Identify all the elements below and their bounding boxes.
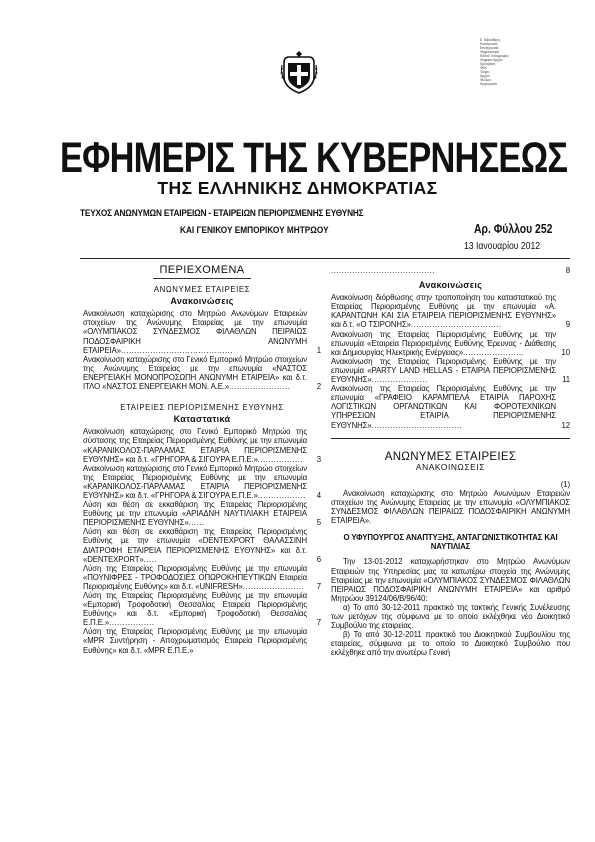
authority-heading: Ο ΥΦΥΠΟΥΡΓΟΣ ΑΝΑΠΤΥΞΗΣ, ΑΝΤΑΓΩΝΙΣΤΙΚΟΤΗΤΑΣ ΚΑΙ ΝΑΥΤΙΛΙΑΣ	[343, 533, 558, 552]
toc-entry[interactable]: ....................................... 8	[331, 266, 570, 275]
body-column	[331, 266, 570, 657]
toc-entry[interactable]: Λύση της Εταιρείας Περιορισμένης Ευθύνης με την επωνυμία «Εμπορική Τροφοδοτική Θεσσαλίας Εταιρεία Περιορισμένης Ευθύνης» και δ.τ. «Εμπορική Τροφοδοτική Θεσσαλίας Ε.Π.Ε.»................. 7	[83, 591, 321, 628]
toc-entry-page: 12	[561, 420, 570, 430]
series-line-1: ΤΕΥΧΟΣ ΑΝΩΝΥΜΩΝ ΕΤΑΙΡΕΙΩΝ - ΕΤΑΙΡΕΙΩΝ ΠΕΡΙΟΡΙΣΜΕΝΗΣ ΕΥΘΥΝΗΣ	[80, 208, 364, 219]
toc-entry[interactable]: Λύση και θέση σε εκκαθάριση της Εταιρείας Περιορισμένης Ευθύνης με την επωνυμία «ΑΡΙΑΔΝΗ ΝΑΥΤΙΛΙΑΚΗ ΕΤΑΙΡΕΙΑ ΠΕΡΙΟΡΙΣΜΕΝΗΣ ΕΥΘΥΝΗΣ»...... 5	[83, 500, 321, 528]
stamp-line: Πρόσβαση	[480, 62, 496, 66]
toc-entry[interactable]: Λύση της Εταιρείας Περιορισμένης Ευθύνης με την επωνυμία «ΠΟΥΝΙΦΡΕΣ - ΤΡΟΦΟΔΟΣΙΕΣ ΟΠΩΡΟΚΗΠΕΥΤΙΚΩΝ Εταιρεία Περιορισμένης Ευθύνης» και δ.τ. «UNIFRESH»....................... 7	[83, 563, 321, 591]
toc-entry-page: 5	[316, 518, 321, 528]
stamp-line: Ε. Βιβλιοθήκη	[480, 38, 500, 42]
toc-entry-text: Ανακοίνωση της Εταιρείας Περιορισμένης Ευθύνης με την επωνυμία «PARTY LAND HELLAS - ΕΤΑΙΡΙΑ ΠΕΡΙΟΡΙΣΜΕΝΗΣ ΕΥΘΥΝΗΣ»	[331, 356, 556, 385]
toc-entry[interactable]	[83, 627, 321, 654]
stamp-line: Εθνικό Τυπογραφείο	[480, 54, 509, 58]
stamp-line: Φύλλου	[480, 78, 491, 82]
toc-entry-page: 11	[562, 375, 570, 385]
toc-entry-page: 6	[316, 554, 321, 564]
stamp-line: Ψηφιοποίηση	[480, 50, 500, 54]
section-divider	[331, 438, 570, 439]
toc-entry-text: Ανακοίνωση καταχώρισης στο Γενικό Εμπορικό Μητρώο της σύστασης της Εταιρείας Περιορισμένης Ευθύνης με την επωνυμία «ΚΑΡΑΝΙΚΟΛΟΣ-ΠΑΡΛΑΜΑΣ ΕΤΑΙΡΙΑ ΠΕΡΙΟΡΙΣΜΕΝΗΣ ΕΥΘΥΝΗΣ» και δ.τ. «ΓΡΗΓΟΡΑ & ΣΙΓΟΥΡΑ Ε.Π.Ε.»	[83, 427, 307, 464]
notice-number: (1)	[560, 479, 570, 489]
toc-entry[interactable]: Ανακοίνωση της Εταιρείας Περιορισμένης Ευθύνης με την επωνυμία «ΓΡΑΦΕΙΟ ΚΑΡΑΜΠΕΛΑ ΕΤΑΙΡΙΑ ΠΑΡΟΧΗΣ ΛΟΓΙΣΤΙΚΩΝ ΟΡΓΑΝΩΤΙΚΩΝ ΚΑΙ ΦΟΡΟΤΕΧΝΙΚΩΝ ΥΠΗΡΕΣΙΩΝ ΕΤΑΙΡΙΑ ΠΕΡΙΟΡΙΣΜΕΝΗΣ ΕΥΘΥΝΗΣ».................................. 12	[331, 384, 570, 430]
notice-heading: Ανακοίνωση καταχώρισης στο Μητρώο Ανωνύμων Εταιρειών στοιχείων της Ανώνυμης Εταιρείας με την επωνυμία «ΟΛΥΜΠΙΑΚΟΣ ΣΥΝΔΕΣΜΟΣ ΦΙΛΑΘΛΩΝ ΠΕΙΡΑΙΩΣ ΠΟΔΟΣΦΑΙΡΙΚΗ ΑΝΩΝΥΜΗ ΕΤΑΙΡΕΙΑ».	[331, 488, 570, 526]
contents-heading-rule	[153, 278, 251, 279]
toc-entry-page: 7	[316, 581, 321, 591]
toc-entry-page: 3	[316, 454, 321, 464]
toc-entry-page: 10	[561, 347, 570, 357]
toc-entry[interactable]: Ανακοίνωση διόρθωσης στην τροποποίηση του καταστατικού της Εταιρείας Περιορισμένης Ευθύνης με την επωνυμία «Α. ΚΑΡΑΝΤΩΝΗ ΚΑΙ ΣΙΑ ΕΤΑΙΡΕΙΑ ΠΕΡΙΟΡΙΣΜΕΝΗΣ ΕΥΘΥΝΗΣ» και δ.τ. «Ο ΤΣΙΡΟΝΗΣ».................................. 9	[331, 293, 570, 330]
stamp-line: Αρχείο	[480, 74, 490, 78]
series-line-2: ΚΑΙ ΓΕΝΙΚΟΥ ΕΜΠΟΡΙΚΟΥ ΜΗΤΡΩΟΥ	[180, 225, 329, 236]
body-paragraph: α) Το από 30-12-2011 πρακτικό της τακτικής Γενικής Συνέλευσης των μετόχων της σύμφωνα με το οποίο εκλέχθηκε νέο Διοικητικό Συμβούλιο της εταιρείας.	[331, 602, 570, 631]
toc-entry-text: Ανακοίνωση της Εταιρείας Περιορισμένης Ευθύνης με την επωνυμία «Εταιρεία Περιορισμένης Ευθύνης Έρευνας - Διάθεσης και Δημιουργίας Ηλεκτρικής Ενέργειας»	[331, 329, 556, 357]
issue-date: 13 Ιανουαρίου 2012	[464, 241, 541, 252]
toc-entry[interactable]: Ανακοίνωση καταχώρισης στο Γενικό Εμπορικό Μητρώο στοιχείων της Ανώνυμης Εταιρείας με την επωνυμία «ΝΑΣΤΟΣ ΕΝΕΡΓΕΙΑΚΗ ΜΟΝΟΠΡΟΣΩΠΗ ΑΝΩΝΥΜΗ ΕΤΑΙΡΕΙΑ» και δ.τ. ΙΤΛΟ «ΝΑΣΤΟΣ ΕΝΕΡΓΕΙΑΚΗ ΜΟΝ. Α.Ε.»....................... 2	[83, 354, 321, 392]
toc-entry-page: 8	[565, 266, 570, 275]
toc-entry-text: Λύση της Εταιρείας Περιορισμένης Ευθύνης με την επωνυμία «Εμπορική Τροφοδοτική Θεσσαλίας Εταιρεία Περιορισμένης Ευθύνης» και δ.τ. «Εμπορική Τροφοδοτική Θεσσαλίας Ε.Π.Ε.»	[83, 591, 307, 628]
contents-heading: ΠΕΡΙΕΧΟΜΕΝΑ	[159, 264, 245, 276]
toc-entry-page: 4	[316, 490, 321, 500]
stamp-line: Ημερομηνία	[480, 82, 497, 86]
toc-entry[interactable]: Ανακοίνωση της Εταιρείας Περιορισμένης Ευθύνης με την επωνυμία «Εταιρεία Περιορισμένης Ευθύνης Έρευνας - Διάθεσης και Δημιουργίας Ηλεκτρικής Ενέργειας»....................... 10	[331, 329, 570, 357]
toc-entry-text: Ανακοίνωση της Εταιρείας Περιορισμένης Ευθύνης με την επωνυμία «ΓΡΑΦΕΙΟ ΚΑΡΑΜΠΕΛΑ ΕΤΑΙΡΙΑ ΠΑΡΟΧΗΣ ΛΟΓΙΣΤΙΚΩΝ ΟΡΓΑΝΩΤΙΚΩΝ ΚΑΙ ΦΟΡΟΤΕΧΝΙΚΩΝ ΥΠΗΡΕΣΙΩΝ ΕΤΑΙΡΙΑ ΠΕΡΙΟΡΙΣΜΕΝΗΣ ΕΥΘΥΝΗΣ»	[331, 384, 556, 430]
toc-entry[interactable]: Ανακοίνωση καταχώρισης στο Γενικό Εμπορικό Μητρώο στοιχείων της Εταιρείας Περιορισμένης Ευθύνης με την επωνυμία «ΚΑΡΑΝΙΚΟΛΟΣ-ΠΑΡΛΑΜΑΣ ΕΤΑΙΡΙΑ ΠΕΡΙΟΡΙΣΜΕΝΗΣ ΕΥΘΥΝΗΣ» και δ.τ. «ΓΡΗΓΟΡΑ & ΣΙΓΟΥΡΑ Ε.Π.Ε.».................. 4	[83, 463, 321, 500]
toc-entry[interactable]: Ανακοίνωση καταχώρισης στο Γενικό Εμπορικό Μητρώο της σύστασης της Εταιρείας Περιορισμένης Ευθύνης με την επωνυμία «ΚΑΡΑΝΙΚΟΛΟΣ-ΠΑΡΛΑΜΑΣ ΕΤΑΙΡΙΑ ΠΕΡΙΟΡΙΣΜΕΝΗΣ ΕΥΘΥΝΗΣ» και δ.τ. «ΓΡΗΓΟΡΑ & ΣΙΓΟΥΡΑ Ε.Π.Ε.»................. 3	[83, 427, 321, 464]
toc-entry[interactable]: Λύση και θέση σε εκκαθάριση της Εταιρείας Περιορισμένης Ευθύνης με την επωνυμία «DENTEXPORT ΘΑΛΑΣΣΙΝΗ ΔΙΑΤΡΟΦΗ ΕΤΑΙΡΕΙΑ ΠΕΡΙΟΡΙΣΜΕΝΗΣ ΕΥΘΥΝΗΣ» και δ.τ. «DENTEXPORT»..... 6	[83, 527, 321, 564]
coat-of-arms-emblem	[280, 49, 318, 95]
toc-entry[interactable]: Ανακοίνωση καταχώρισης στο Μητρώο Ανωνύμων Εταιρειών στοιχείων της Ανώνυμης Εταιρείας με την επωνυμία «ΟΛΥΜΠΙΑΚΟΣ ΣΥΝΔΕΣΜΟΣ ΦΙΛΑΘΛΩΝ ΠΕΙΡΑΙΩΣ ΠΟΔΟΣΦΑΙΡΙΚΗ ΑΝΩΝΥΜΗ ΕΤΑΙΡΕΙΑ».......................................... 1	[83, 309, 321, 355]
stamp-line: Επεξεργασία	[480, 46, 499, 50]
toc-entry-text: Λύση και θέση σε εκκαθάριση της Εταιρείας Περιορισμένης Ευθύνης με την επωνυμία «DENTEXPORT ΘΑΛΑΣΣΙΝΗ ΔΙΑΤΡΟΦΗ ΕΤΑΙΡΕΙΑ ΠΕΡΙΟΡΙΣΜΕΝΗΣ ΕΥΘΥΝΗΣ» και δ.τ. «DENTEXPORT»	[83, 527, 307, 564]
toc-entry-text: Λύση και θέση σε εκκαθάριση της Εταιρείας Περιορισμένης Ευθύνης με την επωνυμία «ΑΡΙΑΔΝΗ ΝΑΥΤΙΛΙΑΚΗ ΕΤΑΙΡΕΙΑ ΠΕΡΙΟΡΙΣΜΕΝΗΣ ΕΥΘΥΝΗΣ»	[83, 500, 307, 528]
toc-entry-text: Ανακοίνωση καταχώρισης στο Γενικό Εμπορικό Μητρώο στοιχείων της Ανώνυμης Εταιρείας με την επωνυμία «ΝΑΣΤΟΣ ΕΝΕΡΓΕΙΑΚΗ ΜΟΝΟΠΡΟΣΩΠΗ ΑΝΩΝΥΜΗ ΕΤΑΙΡΕΙΑ» και δ.τ. ΙΤΛΟ «ΝΑΣΤΟΣ ΕΝΕΡΓΕΙΑΚΗ ΜΟΝ. Α.Ε.»	[83, 354, 307, 392]
toc-entry-page: 1	[316, 345, 321, 355]
toc-entry-text: Ανακοίνωση καταχώρισης στο Μητρώο Ανωνύμων Εταιρειών στοιχείων της Ανώνυμης Εταιρείας με την επωνυμία «ΟΛΥΜΠΙΑΚΟΣ ΣΥΝΔΕΣΜΟΣ ΦΙΛΑΘΛΩΝ ΠΕΙΡΑΙΩΣ ΠΟΔΟΣΦΑΙΡΙΚΗ ΑΝΩΝΥΜΗ ΕΤΑΙΡΕΙΑ»	[83, 309, 307, 355]
toc-entry-page: 2	[316, 382, 321, 392]
toc-entry[interactable]: Ανακοίνωση της Εταιρείας Περιορισμένης Ευθύνης με την επωνυμία «PARTY LAND HELLAS - ΕΤΑΙΡΙΑ ΠΕΡΙΟΡΙΣΜΕΝΗΣ ΕΥΘΥΝΗΣ»..................... 11	[331, 356, 570, 385]
body-paragraph: Την 13-01-2012 καταχωρήστηκαν στο Μητρώο Ανωνύμων Εταιρειών της Υπηρεσίας μας τα κατωτέρω στοιχεία της Ανώνυμης Εταιρείας με την επωνυμία «ΟΛΥΜΠΙΑΚΟΣ ΣΥΝΔΕΣΜΟΣ ΦΙΛΑΘΛΩΝ ΠΕΙΡΑΙΩΣ ΠΟΔΟΣΦΑΙΡΙΚΗ ΑΝΩΝΥΜΗ ΕΤΑΙΡΕΙΑ» και αριθμό Μητρώου 39124/06/Β/96/40:	[331, 557, 570, 603]
toc-entry-page: 7	[316, 618, 321, 628]
section-subtitle: ΑΝΑΚΟΙΝΩΣΕΙΣ	[415, 461, 486, 472]
toc-entry-text: Ανακοίνωση καταχώρισης στο Γενικό Εμπορικό Μητρώο στοιχείων της Εταιρείας Περιορισμένης Ευθύνης με την επωνυμία «ΚΑΡΑΝΙΚΟΛΟΣ-ΠΑΡΛΑΜΑΣ ΕΤΑΙΡΙΑ ΠΕΡΙΟΡΙΣΜΕΝΗΣ ΕΥΘΥΝΗΣ» και δ.τ. «ΓΡΗΓΟΡΑ & ΣΙΓΟΥΡΑ Ε.Π.Ε.»	[83, 463, 307, 500]
toc-subsection-announcements-ltd: Ανακοινώσεις	[418, 280, 483, 291]
contents-column	[83, 266, 321, 655]
stamp-line: Ηλεκτρονική	[480, 42, 498, 46]
toc-entry-page: 9	[565, 320, 570, 330]
toc-subsection-announcements: Ανακοινώσεις	[170, 296, 234, 307]
body-paragraph: β) Το από 30-12-2011 πρακτικό του Διοικητικού Συμβουλίου της εταιρείας, σύμφωνα με το οποίο το Διοικητικό Συμβούλιο που εκλέχθηκε από την ανωτέρω Γενική	[331, 630, 570, 658]
header-divider	[80, 258, 570, 259]
toc-section-ltd: ΕΤΑΙΡΕΙΕΣ ΠΕΡΙΟΡΙΣΜΕΝΗΣ ΕΥΘΥΝΗΣ	[120, 403, 284, 413]
toc-entry-text: Ανακοίνωση διόρθωσης στην τροποποίηση του καταστατικού της Εταιρείας Περιορισμένης Ευθύνης με την επωνυμία «Α. ΚΑΡΑΝΤΩΝΗ ΚΑΙ ΣΙΑ ΕΤΑΙΡΕΙΑ ΠΕΡΙΟΡΙΣΜΕΝΗΣ ΕΥΘΥΝΗΣ» και δ.τ. «Ο ΤΣΙΡΟΝΗΣ»	[331, 293, 556, 330]
toc-entry-text: Λύση της Εταιρείας Περιορισμένης Ευθύνης με την επωνυμία «ΠΟΥΝΙΦΡΕΣ - ΤΡΟΦΟΔΟΣΙΕΣ ΟΠΩΡΟΚΗΠΕΥΤΙΚΩΝ Εταιρεία Περιορισμένης Ευθύνης» και δ.τ. «UNIFRESH»	[83, 563, 307, 591]
archive-stamp	[480, 38, 530, 86]
toc-entry-text: Λύση της Εταιρείας Περιορισμένης Ευθύνης με την επωνυμία «MPR Συντήρηση - Αποχρωματισμός Εταιρεία Περιορισμένης Ευθύνης» και δ.τ. «MPR Ε.Π.Ε.»	[83, 627, 307, 655]
stamp-line: ΦΕΚ	[480, 66, 487, 70]
toc-section-sa: ΑΝΩΝΥΜΕΣ ΕΤΑΙΡΕΙΕΣ	[153, 285, 251, 295]
stamp-line: Ψηφιακό Αρχείο	[480, 58, 503, 62]
gazette-subtitle: ΤΗΣ ΕΛΛΗΝΙΚΗΣ ΔΗΜΟΚΡΑΤΙΑΣ	[157, 178, 438, 198]
stamp-line: Τεύχος	[480, 70, 490, 74]
section-title: ΑΝΩΝΥΜΕΣ ΕΤΑΙΡΕΙΕΣ	[384, 450, 517, 463]
issue-number: Αρ. Φύλλου 252	[474, 221, 553, 236]
gazette-title: ΕΦΗΜΕΡΙΣ ΤΗΣ ΚΥΒΕΡΝΗΣΕΩΣ	[60, 134, 568, 182]
toc-subsection-statutes: Καταστατικά	[173, 414, 231, 425]
